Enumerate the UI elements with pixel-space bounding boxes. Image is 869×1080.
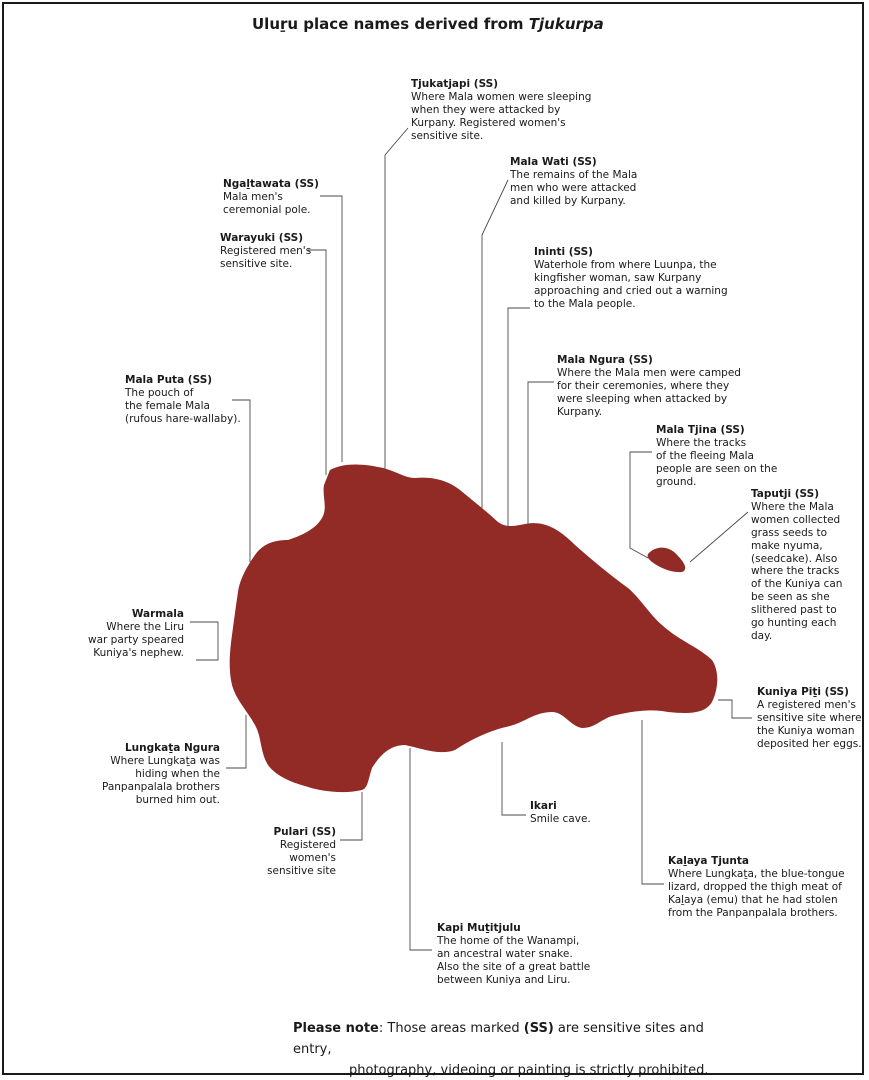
label-line: for their ceremonies, where they	[557, 379, 730, 392]
note-label: Please note	[293, 1021, 379, 1036]
map-title-italic: Tjukurpa	[528, 15, 604, 33]
label-line: (seedcake). Also	[751, 552, 838, 565]
sensitive-sites-note	[240, 1018, 720, 1080]
label-line: Waterhole from where Luunpa, the	[534, 258, 717, 271]
label-line: Where Lungkaṯa, the blue-tongue	[668, 867, 845, 880]
label-line: grass seeds to	[751, 526, 828, 539]
label-name: Kuniya Piṯi (SS)	[757, 686, 849, 698]
label-line: of the fleeing Mala	[656, 449, 754, 462]
label-line: Registered	[279, 838, 336, 851]
label-line: Kaḻaya (emu) that he had stolen	[668, 893, 838, 906]
label-warayuki	[220, 232, 311, 271]
leader-ikari	[502, 742, 526, 815]
label-line: lizard, dropped the thigh meat of	[668, 880, 842, 893]
leader-mala-tjina	[630, 452, 652, 558]
label-line: an ancestral water snake.	[437, 947, 573, 960]
label-ininti	[534, 246, 728, 311]
label-line: sensitive site.	[220, 257, 293, 270]
label-line: and killed by Kurpany.	[510, 194, 626, 207]
label-line: The home of the Wanampi,	[437, 934, 580, 947]
label-line: Kurpany. Registered women's	[411, 116, 566, 129]
label-name: Mala Wati (SS)	[510, 156, 597, 168]
leader-kuniya-piti	[718, 700, 752, 718]
leader-pulari	[340, 792, 362, 840]
label-name: Ikari	[530, 800, 557, 812]
label-line: day.	[751, 629, 773, 642]
label-line: (rufous hare-wallaby).	[125, 412, 241, 425]
label-kapi-mutitjulu	[437, 922, 590, 987]
label-line: Where the Liru	[106, 620, 184, 633]
label-line: the female Mala	[125, 399, 210, 412]
label-line: sensitive site	[267, 864, 336, 877]
label-line: Also the site of a great battle	[437, 960, 591, 973]
note-marker: (SS)	[523, 1021, 554, 1036]
label-name: Mala Puta (SS)	[125, 374, 213, 386]
label-line: ground.	[656, 475, 697, 488]
leader-taputji	[690, 512, 748, 562]
leader-warayuki	[308, 250, 326, 475]
leader-kapi-mutitjulu	[410, 748, 432, 950]
label-line: women's	[289, 851, 336, 864]
label-line: people are seen on the	[656, 462, 778, 475]
label-line: kingfisher woman, saw Kurpany	[534, 271, 702, 284]
label-line: Where Mala women were sleeping	[411, 90, 592, 103]
label-name: Kapi Muṯitjulu	[437, 922, 521, 934]
map-title-text: Uluṟu place names derived from	[252, 15, 529, 33]
label-line: the Kuniya woman	[757, 724, 855, 737]
leader-tjukatjapi	[385, 128, 408, 470]
label-line: make nyuma,	[751, 539, 823, 552]
label-line: when they were attacked by	[411, 103, 561, 116]
label-line: Where the Mala	[751, 500, 834, 513]
label-warmala	[88, 608, 184, 660]
label-mala-puta	[125, 374, 241, 426]
label-line: The remains of the Mala	[510, 168, 638, 181]
label-line: to the Mala people.	[534, 297, 636, 310]
taputji-rock-shape	[648, 548, 686, 572]
leader-mala-ngura	[528, 382, 554, 525]
label-mala-wati	[510, 156, 637, 208]
note-line-2: photography, videoing or painting is strictly prohibited.	[349, 1063, 709, 1078]
label-kuniya-piti	[757, 686, 862, 751]
label-name: Tjukatjapi (SS)	[411, 78, 499, 90]
leader-mala-wati	[482, 180, 508, 508]
label-tjukatjapi	[411, 78, 591, 143]
label-line: Panpanpalala brothers	[101, 780, 220, 793]
label-line: be seen as she	[751, 591, 830, 604]
note-text-after: are sensitive sites and entry,	[293, 1021, 704, 1057]
label-line: Kuniya's nephew.	[93, 646, 184, 659]
label-line: Kurpany.	[557, 405, 603, 418]
label-name: Ngaḻtawata (SS)	[223, 178, 319, 190]
label-name: Mala Tjina (SS)	[656, 424, 745, 436]
label-line: A registered men's	[757, 698, 856, 711]
label-name: Warayuki (SS)	[220, 232, 304, 244]
leader-lungkata	[226, 715, 246, 768]
label-ikari	[530, 800, 591, 826]
label-line: go hunting each	[751, 617, 837, 630]
label-name: Taputji (SS)	[751, 488, 820, 500]
uluru-rock-shape	[230, 465, 718, 793]
label-line: Mala men's	[223, 190, 283, 203]
label-line: men who were attacked	[510, 181, 637, 194]
label-line: where the tracks	[751, 565, 840, 578]
label-name: Kaḻaya Tjunta	[668, 855, 749, 867]
label-line: Where Lungkaṯa was	[110, 754, 220, 767]
label-pulari	[250, 826, 336, 878]
label-line: ceremonial pole.	[223, 203, 311, 216]
label-line: approaching and cried out a warning	[534, 284, 728, 297]
label-mala-ngura	[557, 354, 741, 419]
label-line: deposited her eggs.	[757, 737, 862, 750]
label-mala-tjina	[656, 424, 777, 489]
label-line: slithered past to	[751, 604, 837, 617]
label-name: Warmala	[131, 608, 184, 620]
label-line: Smile cave.	[530, 812, 591, 825]
leader-ininti	[508, 308, 530, 528]
note-text-before: : Those areas marked	[378, 1021, 524, 1036]
label-name: Lungkaṯa Ngura	[124, 742, 220, 754]
label-line: from the Panpanpalala brothers.	[668, 906, 838, 919]
leader-ngaltawata	[320, 196, 342, 462]
label-lungkata-ngura	[100, 742, 220, 807]
label-line: sensitive site where	[757, 711, 862, 724]
label-name: Ininti (SS)	[534, 246, 593, 258]
label-name: Pulari (SS)	[273, 826, 336, 838]
label-line: The pouch of	[125, 386, 194, 399]
label-line: Registered men's	[220, 244, 312, 257]
label-line: were sleeping when attacked by	[557, 392, 728, 405]
label-line: between Kuniya and Liru.	[437, 973, 571, 986]
label-name: Mala Ngura (SS)	[557, 354, 653, 366]
label-line: burned him out.	[135, 793, 220, 806]
label-line: sensitive site.	[411, 129, 484, 142]
label-taputji	[751, 488, 842, 643]
label-line: women collected	[751, 513, 841, 526]
label-line: Where the tracks	[656, 436, 747, 449]
label-kalaya-tjunta	[668, 855, 845, 920]
label-line: Where the Mala men were camped	[557, 366, 741, 379]
leader-warmala	[190, 622, 218, 660]
label-ngaltawata	[223, 178, 319, 217]
label-line: of the Kuniya can	[751, 578, 843, 591]
label-line: hiding when the	[135, 767, 220, 780]
leader-kalaya	[642, 720, 664, 884]
label-line: war party speared	[88, 633, 185, 646]
